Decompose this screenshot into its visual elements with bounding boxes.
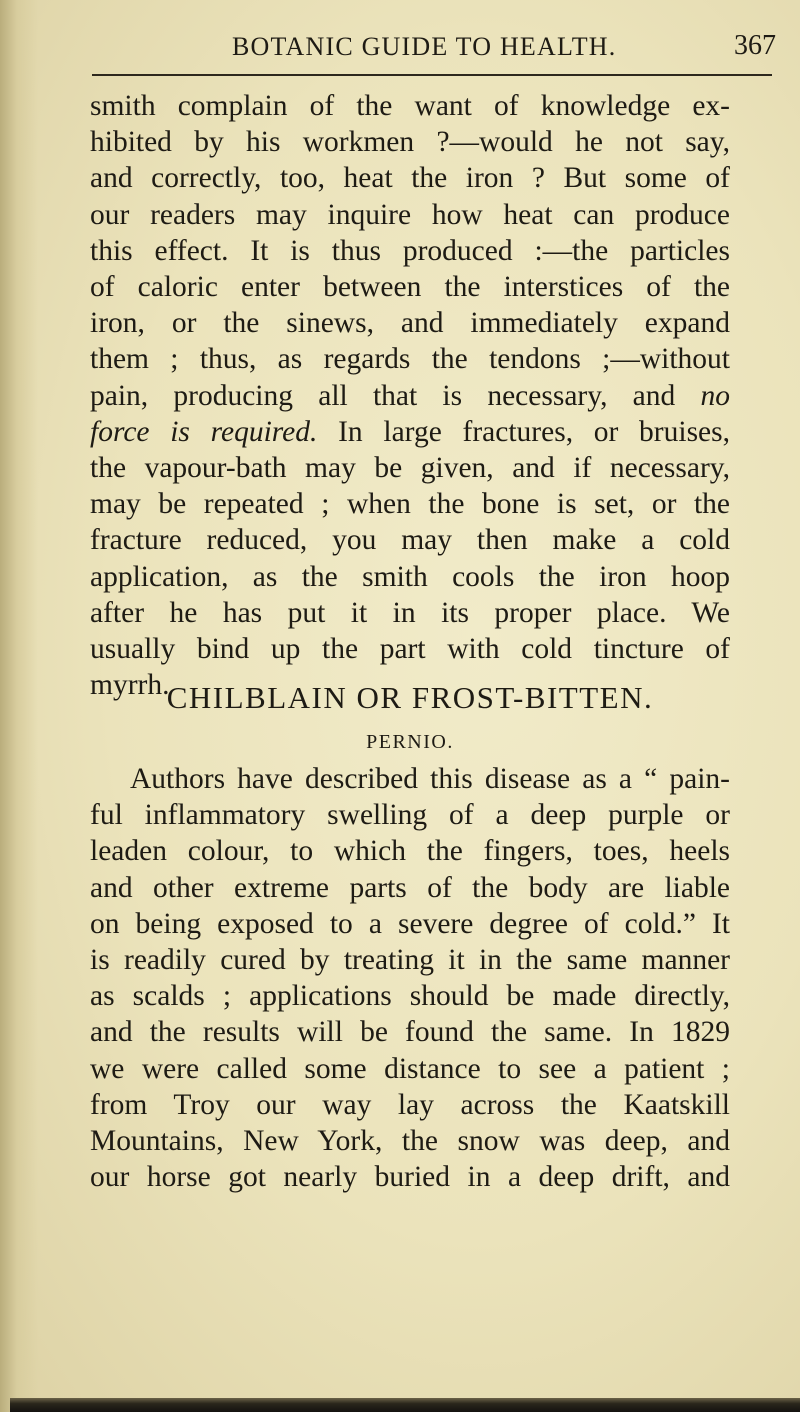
- text-line: as scalds ; applications should be made directly,: [90, 980, 730, 1013]
- binding-shadow: [0, 0, 38, 1412]
- text-line: Authors have described this disease as a “ pain-: [130, 763, 730, 795]
- paragraph-2: [90, 761, 780, 1195]
- text-line: on being exposed to a severe degree of cold.” It: [90, 907, 730, 940]
- text-line: is readily cured by treating it in the same manner: [90, 944, 730, 977]
- text-line: and correctly, too, heat the iron ? But some of: [90, 162, 730, 195]
- text-line: may be repeated ; when the bone is set, or the: [90, 488, 730, 521]
- text-line: fracture reduced, you may then make a cold: [90, 524, 730, 557]
- text-line: this effect. It is thus produced :—the particles: [90, 234, 730, 267]
- text-line: the vapour-bath may be given, and if necessary,: [90, 452, 730, 485]
- running-title: BOTANIC GUIDE TO HEALTH.: [232, 32, 617, 61]
- text-line: hibited by his workmen ?—would he not say,: [90, 126, 730, 159]
- italic-text: no: [700, 379, 730, 412]
- text-line: our horse got nearly buried in a deep drift, and: [90, 1161, 730, 1194]
- text-line: [90, 378, 730, 414]
- page-bottom-edge: [10, 1398, 800, 1412]
- header-rule: [92, 74, 772, 76]
- text-line: from Troy our way lay across the Kaatskill: [90, 1088, 730, 1121]
- text-line: after he has put it in its proper place. We: [90, 596, 730, 629]
- text-segment: pain, producing all that is necessary, and: [90, 379, 676, 412]
- text-line: of caloric enter between the interstices of the: [90, 271, 730, 304]
- text-line: and the results will be found the same. In 1829: [90, 1016, 730, 1049]
- text-line: leaden colour, to which the fingers, toes, heels: [90, 835, 730, 868]
- section-subheading: PERNIO.: [366, 731, 454, 753]
- text-line: we were called some distance to see a patient ;: [90, 1052, 730, 1085]
- page-number: 367: [734, 30, 776, 61]
- section-heading: CHILBLAIN OR FROST-BITTEN.: [166, 680, 654, 715]
- text-line: [90, 414, 730, 450]
- text-line: smith complain of the want of knowledge ex-: [90, 90, 730, 122]
- text-segment: In large fractures, or bruises,: [338, 415, 730, 448]
- running-head: [0, 30, 800, 72]
- text-line: usually bind up the part with cold tincture of: [90, 633, 730, 666]
- text-line: our readers may inquire how heat can produce: [90, 198, 730, 231]
- italic-text: force is required.: [90, 415, 318, 448]
- text-line: them ; thus, as regards the tendons ;—without: [90, 343, 730, 376]
- text-line: iron, or the sinews, and immediately expand: [90, 307, 730, 340]
- text-line: Mountains, New York, the snow was deep, and: [90, 1125, 730, 1158]
- text-line: application, as the smith cools the iron hoop: [90, 560, 730, 593]
- text-line: myrrh.: [90, 669, 170, 702]
- paragraph-1: [90, 88, 780, 703]
- text-line: ful inflammatory swelling of a deep purple or: [90, 799, 730, 832]
- text-line: and other extreme parts of the body are liable: [90, 871, 730, 904]
